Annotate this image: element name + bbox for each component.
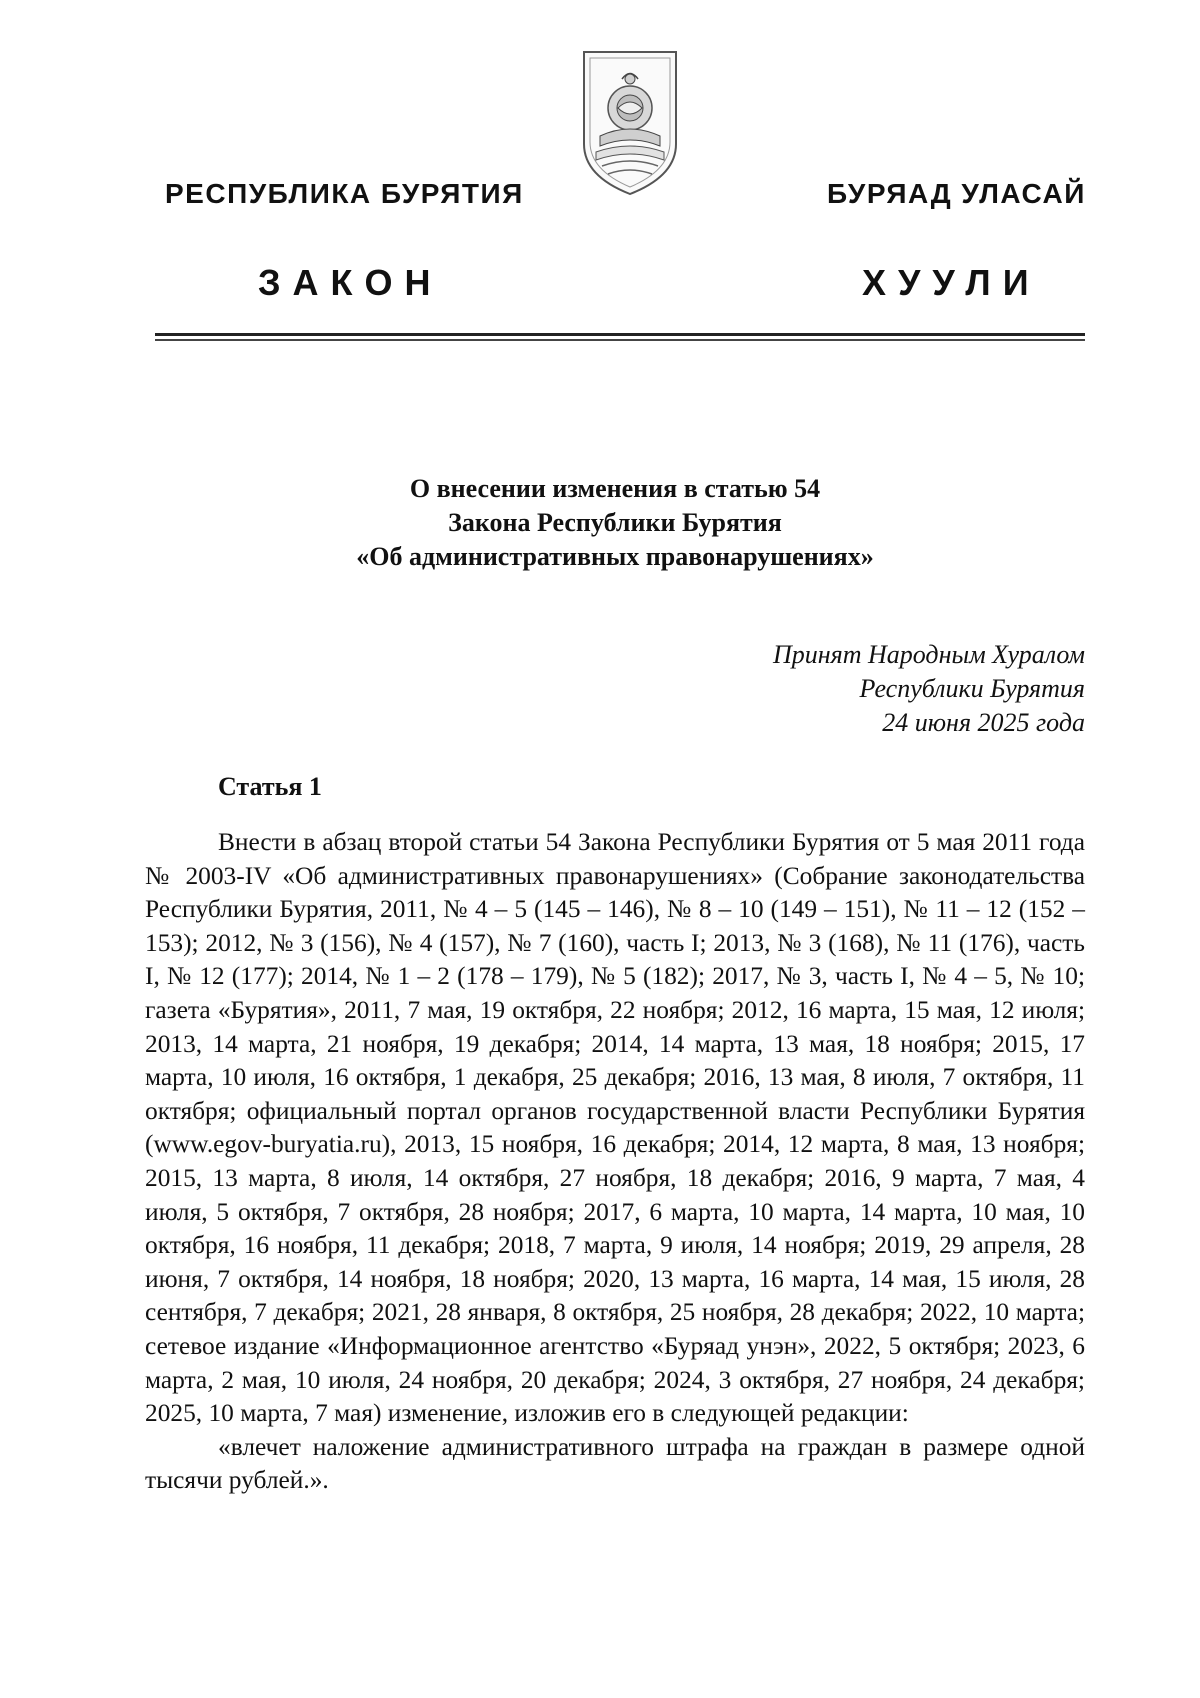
- article-heading: Статья 1: [218, 772, 322, 801]
- law-title: [145, 472, 1085, 574]
- law-title-line: О внесении изменения в статью 54: [409, 474, 821, 503]
- adoption-note-line: Принят Народным Хуралом: [772, 640, 1085, 669]
- article-body: [145, 826, 1085, 1498]
- coat-of-arms-of-buryatia-icon: [584, 52, 676, 194]
- adoption-note: [600, 638, 1085, 740]
- adoption-note-line: Республики Бурятия: [859, 674, 1085, 703]
- law-title-line: «Об административных правонарушениях»: [356, 542, 874, 571]
- article-paragraph: «влечет наложение административного штрафа на граждан в размере одной тысячи рублей.».: [145, 1432, 1085, 1495]
- act-type-russian: ЗАКОН: [258, 262, 443, 303]
- coat-of-arms-emblem: [578, 48, 682, 198]
- state-name-russian: РЕСПУБЛИКА БУРЯТИЯ: [165, 178, 524, 209]
- header-divider-thin: [155, 339, 1085, 341]
- act-type-buryat: ХУУЛИ: [862, 262, 1041, 303]
- adoption-date: 24 июня 2025 года: [882, 708, 1085, 737]
- article-paragraph: Внести в абзац второй статьи 54 Закона Республики Бурятия от 5 мая 2011 года № 2003-IV «Об административных правонарушениях» (Собрание законодательства Республики Бурятия, 2011, № 4 – 5 (145 – 146), № 8 – 10 (149 – 151), № 11 – 12 (152 – 153); 2012, № 3 (156), № 4 (157), № 7 (160), часть I; 2013, № 3 (168), № 11 (176), часть I, № 12 (177); 2014, № 1 – 2 (178 – 179), № 5 (182); 2017, № 3, часть I, № 4 – 5, № 10; газета «Бурятия», 2011, 7 мая, 19 октября, 22 ноября; 2012, 16 марта, 15 мая, 12 июля; 2013, 14 марта, 21 ноября, 19 декабря; 2014, 14 марта, 13 мая, 18 ноября; 2015, 17 марта, 10 июля, 16 октября, 1 декабря, 25 декабря; 2016, 13 мая, 8 июля, 7 октября, 11 октября; официальный портал органов государственной власти Республики Бурятия (www.egov-buryatia.ru), 2013, 15 ноября, 16 декабря; 2014, 12 марта, 8 мая, 13 ноября; 2015, 13 марта, 8 июля, 14 октября, 27 ноября, 18 декабря; 2016, 9 марта, 7 мая, 4 июля, 5 октября, 7 октября, 28 ноября; 2017, 6 марта, 10 марта, 14 марта, 10 мая, 10 октября, 16 ноября, 11 декабря; 2018, 7 марта, 9 июля, 14 ноября; 2019, 29 апреля, 28 июня, 7 октября, 14 ноября, 18 ноября; 2020, 13 марта, 16 марта, 14 мая, 15 июля, 28 сентября, 7 декабря; 2021, 28 января, 8 октября, 25 ноября, 28 декабря; 2022, 10 марта; сетевое издание «Информационное агентство «Буряад унэн», 2022, 5 октября; 2023, 6 марта, 2 мая, 10 июля, 24 ноября, 20 декабря; 2024, 3 октября, 27 ноября, 24 декабря; 2025, 10 марта, 7 мая) изменение, изложив его в следующей редакции:: [145, 828, 1085, 1428]
- law-title-line: Закона Республики Бурятия: [448, 508, 782, 537]
- state-name-buryat: БУРЯАД УЛАСАЙ: [827, 178, 1086, 209]
- header-divider-thick: [155, 333, 1085, 336]
